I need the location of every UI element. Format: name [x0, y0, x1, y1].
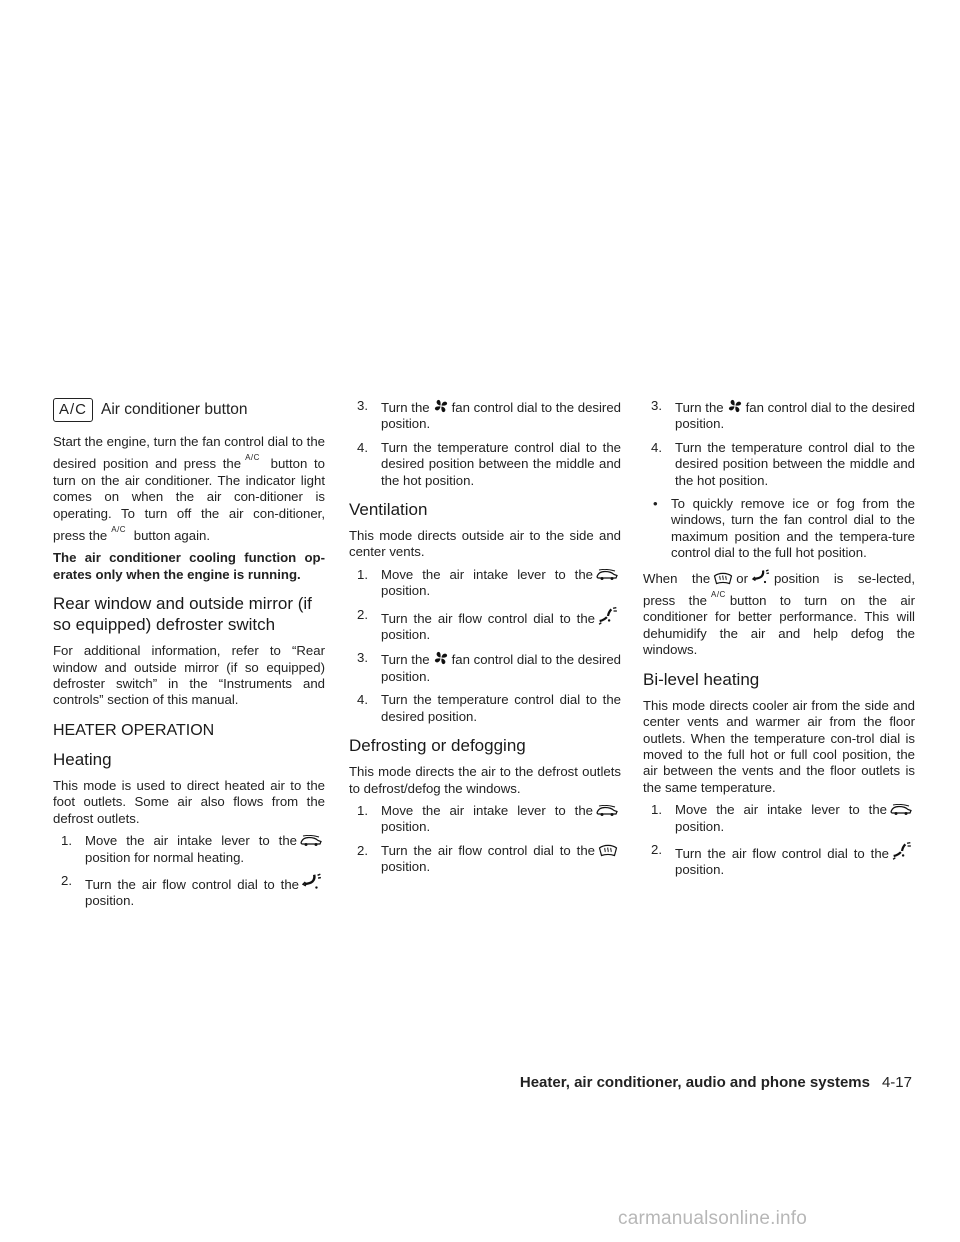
heater-operation-heading: HEATER OPERATION: [53, 721, 215, 739]
step-text: Turn the temperature control dial to the desired position between the middle and the hot position.: [381, 439, 621, 488]
step-text: [381, 567, 621, 600]
text: Turn the: [381, 652, 430, 668]
step-text: Turn the temperature control dial to the desired position between the middle and the hot position.: [675, 439, 915, 488]
text: Turn the: [381, 400, 430, 415]
list-item: [53, 873, 325, 910]
text: position.: [381, 819, 431, 835]
step-number: 2.: [357, 842, 368, 858]
list-item: [349, 440, 621, 489]
text: Turn the air flow control dial to the: [85, 876, 299, 892]
step-text: [381, 398, 621, 433]
list-item: [349, 567, 621, 600]
text: fan control dial to the desired position.: [381, 400, 621, 432]
outside-air-icon: [300, 835, 322, 847]
watermark: carmanualsonline.info: [618, 1208, 808, 1229]
step-number: 1.: [357, 566, 368, 582]
list-item: [349, 803, 621, 836]
text: button again.: [133, 528, 211, 544]
text: Turn the: [675, 400, 724, 415]
column-right: [643, 398, 915, 886]
ac-inline-icon: A/C: [711, 590, 726, 600]
text: Move the air intake lever to the: [381, 566, 593, 582]
step-text: [381, 607, 621, 644]
step-number: 1.: [61, 833, 72, 849]
text: position.: [675, 862, 725, 878]
ac-section-title: Air conditioner button: [101, 400, 248, 418]
rear-defroster-heading: Rear window and outside mirror (if so equipped) defroster switch: [53, 594, 312, 635]
text: position.: [381, 859, 431, 875]
step-number: 3.: [357, 650, 368, 666]
step-number: 1.: [651, 802, 662, 818]
bullet-text: To quickly remove ice or fog from the windows, turn the fan control dial to the maximum position and the tempera-ture control dial to the full hot position.: [671, 496, 915, 561]
bilevel-mode-icon: [892, 842, 912, 860]
defrost-heading: Defrosting or defogging: [349, 736, 526, 756]
ac-button-icon: A/C: [53, 398, 93, 422]
list-item: [643, 440, 915, 489]
step-number: 2.: [357, 606, 368, 622]
list-item: [349, 607, 621, 644]
text: position.: [85, 893, 135, 909]
text: position.: [381, 627, 431, 643]
foot-defrost-icon: [751, 569, 771, 585]
list-item: [349, 650, 621, 685]
fan-icon: [433, 398, 449, 414]
list-item: [349, 692, 621, 725]
list-item: [349, 398, 621, 433]
ventilation-paragraph: This mode directs outside air to the side and center vents.: [349, 528, 621, 560]
ac-section-header: [53, 398, 325, 422]
step-text: [85, 873, 325, 910]
step-text: [381, 803, 621, 836]
ac-intro-paragraph: [53, 434, 325, 544]
text: Start the engine, turn the fan control dial to the desired position and press the: [53, 434, 325, 472]
list-item: [349, 843, 621, 876]
step-number: 1.: [357, 802, 368, 818]
defrost-icon: [598, 843, 618, 857]
defrost-icon: [713, 571, 733, 585]
step-number: 2.: [651, 841, 662, 857]
step-text: [675, 842, 915, 879]
step-number: 3.: [357, 398, 368, 413]
step-number: 2.: [61, 872, 72, 888]
text: or: [736, 570, 748, 586]
step-text: [381, 843, 621, 876]
text: fan control dial to the desired position.: [381, 652, 621, 684]
outside-air-icon: [596, 805, 618, 817]
text: position.: [675, 818, 725, 834]
step-text: [381, 650, 621, 685]
ventilation-heading: Ventilation: [349, 500, 428, 520]
text: Move the air intake lever to the: [675, 802, 887, 818]
text: Move the air intake lever to the: [85, 833, 297, 849]
bullet-mark: •: [653, 496, 658, 512]
step-text: [675, 398, 915, 433]
foot-mode-icon: [302, 873, 322, 891]
step-number: 4.: [357, 439, 368, 455]
list-item: [53, 833, 325, 866]
outside-air-icon: [596, 569, 618, 581]
text: Turn the air flow control dial to the: [381, 842, 595, 858]
text: position.: [381, 583, 431, 599]
text: position is se-lected, press the: [643, 570, 916, 609]
step-number: 4.: [357, 692, 368, 708]
list-item: [643, 398, 915, 433]
text: When the: [643, 570, 711, 586]
footer-section-title: Heater, air conditioner, audio and phone systems: [519, 1074, 870, 1091]
text: Turn the air flow control dial to the: [381, 610, 595, 626]
text: button to turn on the air conditioner. The indicator light comes on when the air con-ditioner is operating. To turn off the air con-ditioner, press the: [53, 456, 326, 544]
step-text: [675, 802, 915, 835]
list-item: [643, 842, 915, 879]
dehumidify-paragraph: [643, 569, 915, 659]
text: Turn the air flow control dial to the: [675, 845, 889, 861]
page-footer: [520, 1074, 912, 1091]
ac-engine-note: The air conditioner cooling function op-erates only when the engine is running.: [53, 550, 325, 582]
rear-defroster-paragraph: For additional information, refer to “Rear window and outside mirror (if so equipped) defroster switch” in the “Instruments and controls” section of this manual.: [53, 643, 325, 708]
ac-inline-icon: A/C: [111, 525, 127, 535]
text: button to turn on the air conditioner for better performance. This will dehumidify the air and help defog the windows.: [643, 593, 915, 658]
heating-paragraph: This mode is used to direct heated air to the foot outlets. Some air also flows from the defrost outlets.: [53, 777, 325, 826]
step-number: 3.: [651, 398, 662, 413]
fan-icon: [727, 398, 743, 414]
text: fan control dial to the desired position.: [675, 400, 915, 432]
outside-air-icon: [890, 804, 912, 816]
step-text: Turn the temperature control dial to the desired position.: [381, 692, 621, 724]
text: position for normal heating.: [85, 849, 245, 865]
column-middle: [349, 398, 621, 883]
text: Move the air intake lever to the: [381, 802, 593, 818]
vent-mode-icon: [598, 607, 618, 625]
column-left: [53, 398, 325, 917]
page-number: 4-17: [881, 1074, 912, 1091]
step-text: [85, 833, 325, 866]
heating-heading: Heating: [53, 749, 112, 769]
list-item: [643, 802, 915, 835]
ac-inline-icon: A/C: [245, 453, 260, 463]
bilevel-paragraph: This mode directs cooler air from the side and center vents and warmer air from the floor outlets. When the temperature con-trol dial is moved to the full hot or full cool position, the air between the vents and the floor outlets is the same temperature.: [643, 697, 915, 795]
bullet-item: [643, 496, 915, 562]
defrost-paragraph: This mode directs the air to the defrost outlets to defrost/defog the windows.: [349, 764, 621, 796]
step-number: 4.: [651, 439, 662, 455]
bilevel-heading: Bi-level heating: [643, 669, 760, 689]
fan-icon: [433, 650, 449, 666]
